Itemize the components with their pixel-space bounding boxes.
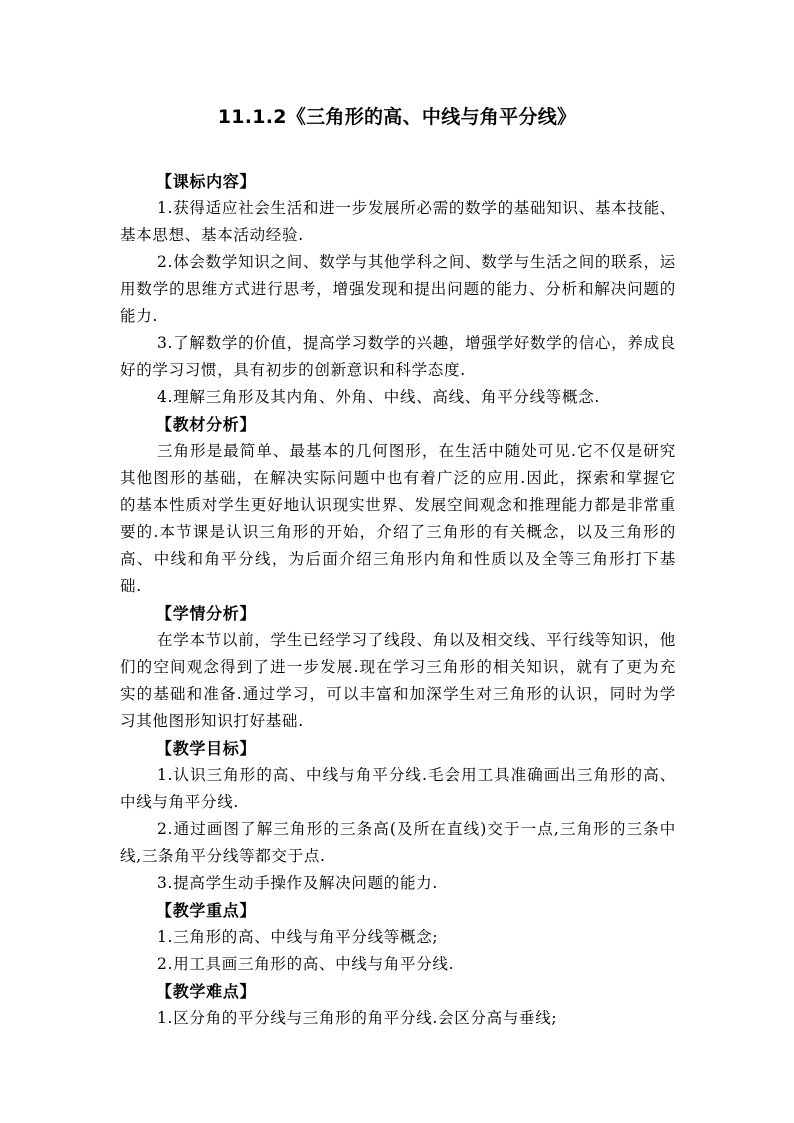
section-curriculum [120,168,676,411]
paragraph: 1.三角形的高、中线与角平分线等概念; [157,928,439,946]
section-heading: 【教材分析】 [156,415,257,434]
paragraph: 2.通过画图了解三角形的三条高(及所在直线)交于一点,三角形的三条中线,三条角平分线等都交于点. [120,820,676,865]
paragraph: 3.了解数学的价值，提高学习数学的兴趣，增强学好数学的信心，养成良好的学习习惯，具有初步的创新意识和科学态度. [120,334,676,379]
section-heading: 【学情分析】 [156,604,257,623]
paragraph: 在学本节以前，学生已经学习了线段、角以及相交线、平行线等知识，他们的空间观念得到了进一步发展.现在学习三角形的相关知识，就有了更为充实的基础和准备.通过学习，可以丰富和加深学生对三角形的认识，同时为学习其他图形知识打好基础. [120,631,676,730]
paragraph: 2.用工具画三角形的高、中线与角平分线. [157,955,455,973]
paragraph: 1.认识三角形的高、中线与角平分线.毛会用工具准确画出三角形的高、中线与角平分线. [120,766,676,811]
paragraph: 1.区分角的平分线与三角形的角平分线.会区分高与垂线; [157,1009,558,1027]
section-heading: 【课标内容】 [156,172,257,191]
section-teaching-goals [120,735,676,897]
section-textbook-analysis [120,411,676,600]
paragraph: 2.体会数学知识之间、数学与其他学科之间、数学与生活之间的联系，运用数学的思维方式进行思考，增强发现和提出问题的能力、分析和解决问题的能力. [120,253,676,325]
section-difficulties [120,978,676,1032]
paragraph: 1.获得适应社会生活和进一步发展所必需的数学的基础知识、基本技能、基本思想、基本活动经验. [120,199,676,244]
section-heading: 【教学目标】 [156,739,257,758]
paragraph: 3.提高学生动手操作及解决问题的能力. [157,874,439,892]
paragraph: 三角形是最简单、最基本的几何图形，在生活中随处可见.它不仅是研究其他图形的基础，在解决实际问题中也有着广泛的应用.因此，探索和掌握它的基本性质对学生更好地认识现实世界、发展空间观念和推理能力都是非常重要的.本节课是认识三角形的开始，介绍了三角形的有关概念，以及三角形的高、中线和角平分线，为后面介绍三角形内角和性质以及全等三角形打下基础. [120,442,676,595]
section-key-points [120,897,676,978]
section-heading: 【教学难点】 [156,982,257,1001]
section-student-analysis [120,600,676,735]
document-body [120,168,676,1032]
document-title: 11.1.2《三角形的高、中线与角平分线》 [217,106,577,128]
section-heading: 【教学重点】 [156,901,257,920]
paragraph: 4.理解三角形及其内角、外角、中线、高线、角平分线等概念. [157,388,601,406]
